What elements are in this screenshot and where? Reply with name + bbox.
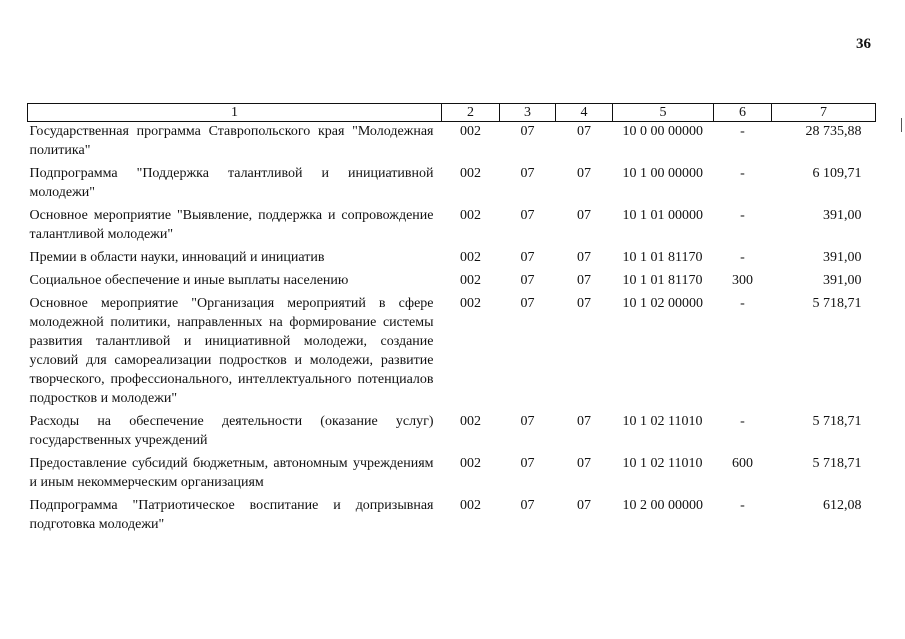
row-section-cell: 07 [520,456,535,471]
row-target-article-cell: 10 1 02 11010 [622,414,703,429]
table-row [28,412,876,454]
page-number: 36 [856,36,871,52]
row-subsection-cell: 07 [577,250,591,265]
header-col-4: 4 [556,104,613,122]
row-main-admin-cell: 002 [460,166,481,181]
row-section-cell: 07 [520,414,535,429]
table-row [28,454,876,496]
row-name-cell: Государственная программа Ставропольского края "Молодежная политика" [29,124,434,158]
row-name-cell: Расходы на обеспечение деятельности (оказание услуг) государственных учреждений [29,414,434,448]
row-subsection-cell: 07 [577,124,591,139]
row-main-admin-cell: 002 [460,250,481,265]
row-main-admin-cell: 002 [460,208,481,223]
header-col-1: 1 [28,104,442,122]
row-target-article-cell: 10 1 01 00000 [622,208,703,223]
row-amount-cell: 391,00 [823,208,862,223]
table-row [28,206,876,248]
header-col-6: 6 [714,104,772,122]
row-target-article-cell: 10 1 01 81170 [622,250,703,265]
table-row [28,122,876,165]
row-subsection-cell: 07 [577,296,591,311]
row-expense-type-cell: - [740,414,745,429]
header-col-7: 7 [772,104,876,122]
row-subsection-cell: 07 [577,456,591,471]
table-row [28,271,876,294]
budget-table-container [27,103,875,538]
table-row [28,248,876,271]
row-main-admin-cell: 002 [460,456,481,471]
row-target-article-cell: 10 1 02 11010 [622,456,703,471]
row-section-cell: 07 [520,296,535,311]
row-name-cell: Подпрограмма "Патриотическое воспитание и допризывная подготовка молодежи" [29,498,434,532]
row-subsection-cell: 07 [577,273,591,288]
header-col-2: 2 [442,104,500,122]
row-name-cell: Основное мероприятие "Организация мероприятий в сфере молодежной политики, направленных на формирование системы развития талантливой и инициативной молодежи, создание условий для самореализации подростков и молодежи, развитие творческого, профессионального, интеллектуального потенциалов подростков и молодежи" [29,296,434,406]
row-target-article-cell: 10 1 02 00000 [622,296,703,311]
header-col-5: 5 [613,104,714,122]
row-name-cell: Предоставление субсидий бюджетным, автономным учреждениям и иным некоммерческим организациям [29,456,434,490]
row-amount-cell: 5 718,71 [812,414,862,429]
row-target-article-cell: 10 0 00 00000 [622,124,703,139]
row-name-cell: Основное мероприятие "Выявление, поддержка и сопровождение талантливой молодежи" [29,208,434,242]
row-amount-cell: 6 109,71 [812,166,862,181]
table-row [28,164,876,206]
header-row [28,104,876,122]
row-expense-type-cell: - [740,124,745,139]
row-main-admin-cell: 002 [460,296,481,311]
row-amount-cell: 391,00 [823,273,862,288]
table-header [28,104,876,122]
row-section-cell: 07 [520,498,535,513]
row-expense-type-cell: - [740,208,745,223]
row-expense-type-cell: - [740,166,745,181]
row-section-cell: 07 [520,273,535,288]
row-subsection-cell: 07 [577,414,591,429]
row-main-admin-cell: 002 [460,498,481,513]
table-body [28,122,876,539]
header-col-3: 3 [500,104,556,122]
row-amount-cell: 391,00 [823,250,862,265]
row-amount-cell: 28 735,88 [805,124,862,139]
row-name-cell: Социальное обеспечение и иные выплаты населению [29,273,349,288]
row-section-cell: 07 [520,208,535,223]
row-expense-type-cell: 600 [732,456,753,471]
margin-mark [901,118,902,132]
row-subsection-cell: 07 [577,166,591,181]
row-amount-cell: 612,08 [823,498,862,513]
row-target-article-cell: 10 1 00 00000 [622,166,703,181]
table-row [28,496,876,538]
row-section-cell: 07 [520,124,535,139]
row-subsection-cell: 07 [577,498,591,513]
row-expense-type-cell: - [740,296,745,311]
row-expense-type-cell: - [740,250,745,265]
budget-table [27,103,876,538]
row-expense-type-cell: - [740,498,745,513]
row-subsection-cell: 07 [577,208,591,223]
table-row [28,294,876,412]
row-section-cell: 07 [520,250,535,265]
row-name-cell: Подпрограмма "Поддержка талантливой и инициативной молодежи" [29,166,434,200]
row-section-cell: 07 [520,166,535,181]
row-target-article-cell: 10 2 00 00000 [622,498,703,513]
row-amount-cell: 5 718,71 [812,456,862,471]
row-main-admin-cell: 002 [460,124,481,139]
row-main-admin-cell: 002 [460,273,481,288]
row-main-admin-cell: 002 [460,414,481,429]
row-amount-cell: 5 718,71 [812,296,862,311]
row-expense-type-cell: 300 [732,273,753,288]
row-target-article-cell: 10 1 01 81170 [622,273,703,288]
row-name-cell: Премии в области науки, инноваций и инициатив [29,250,325,265]
